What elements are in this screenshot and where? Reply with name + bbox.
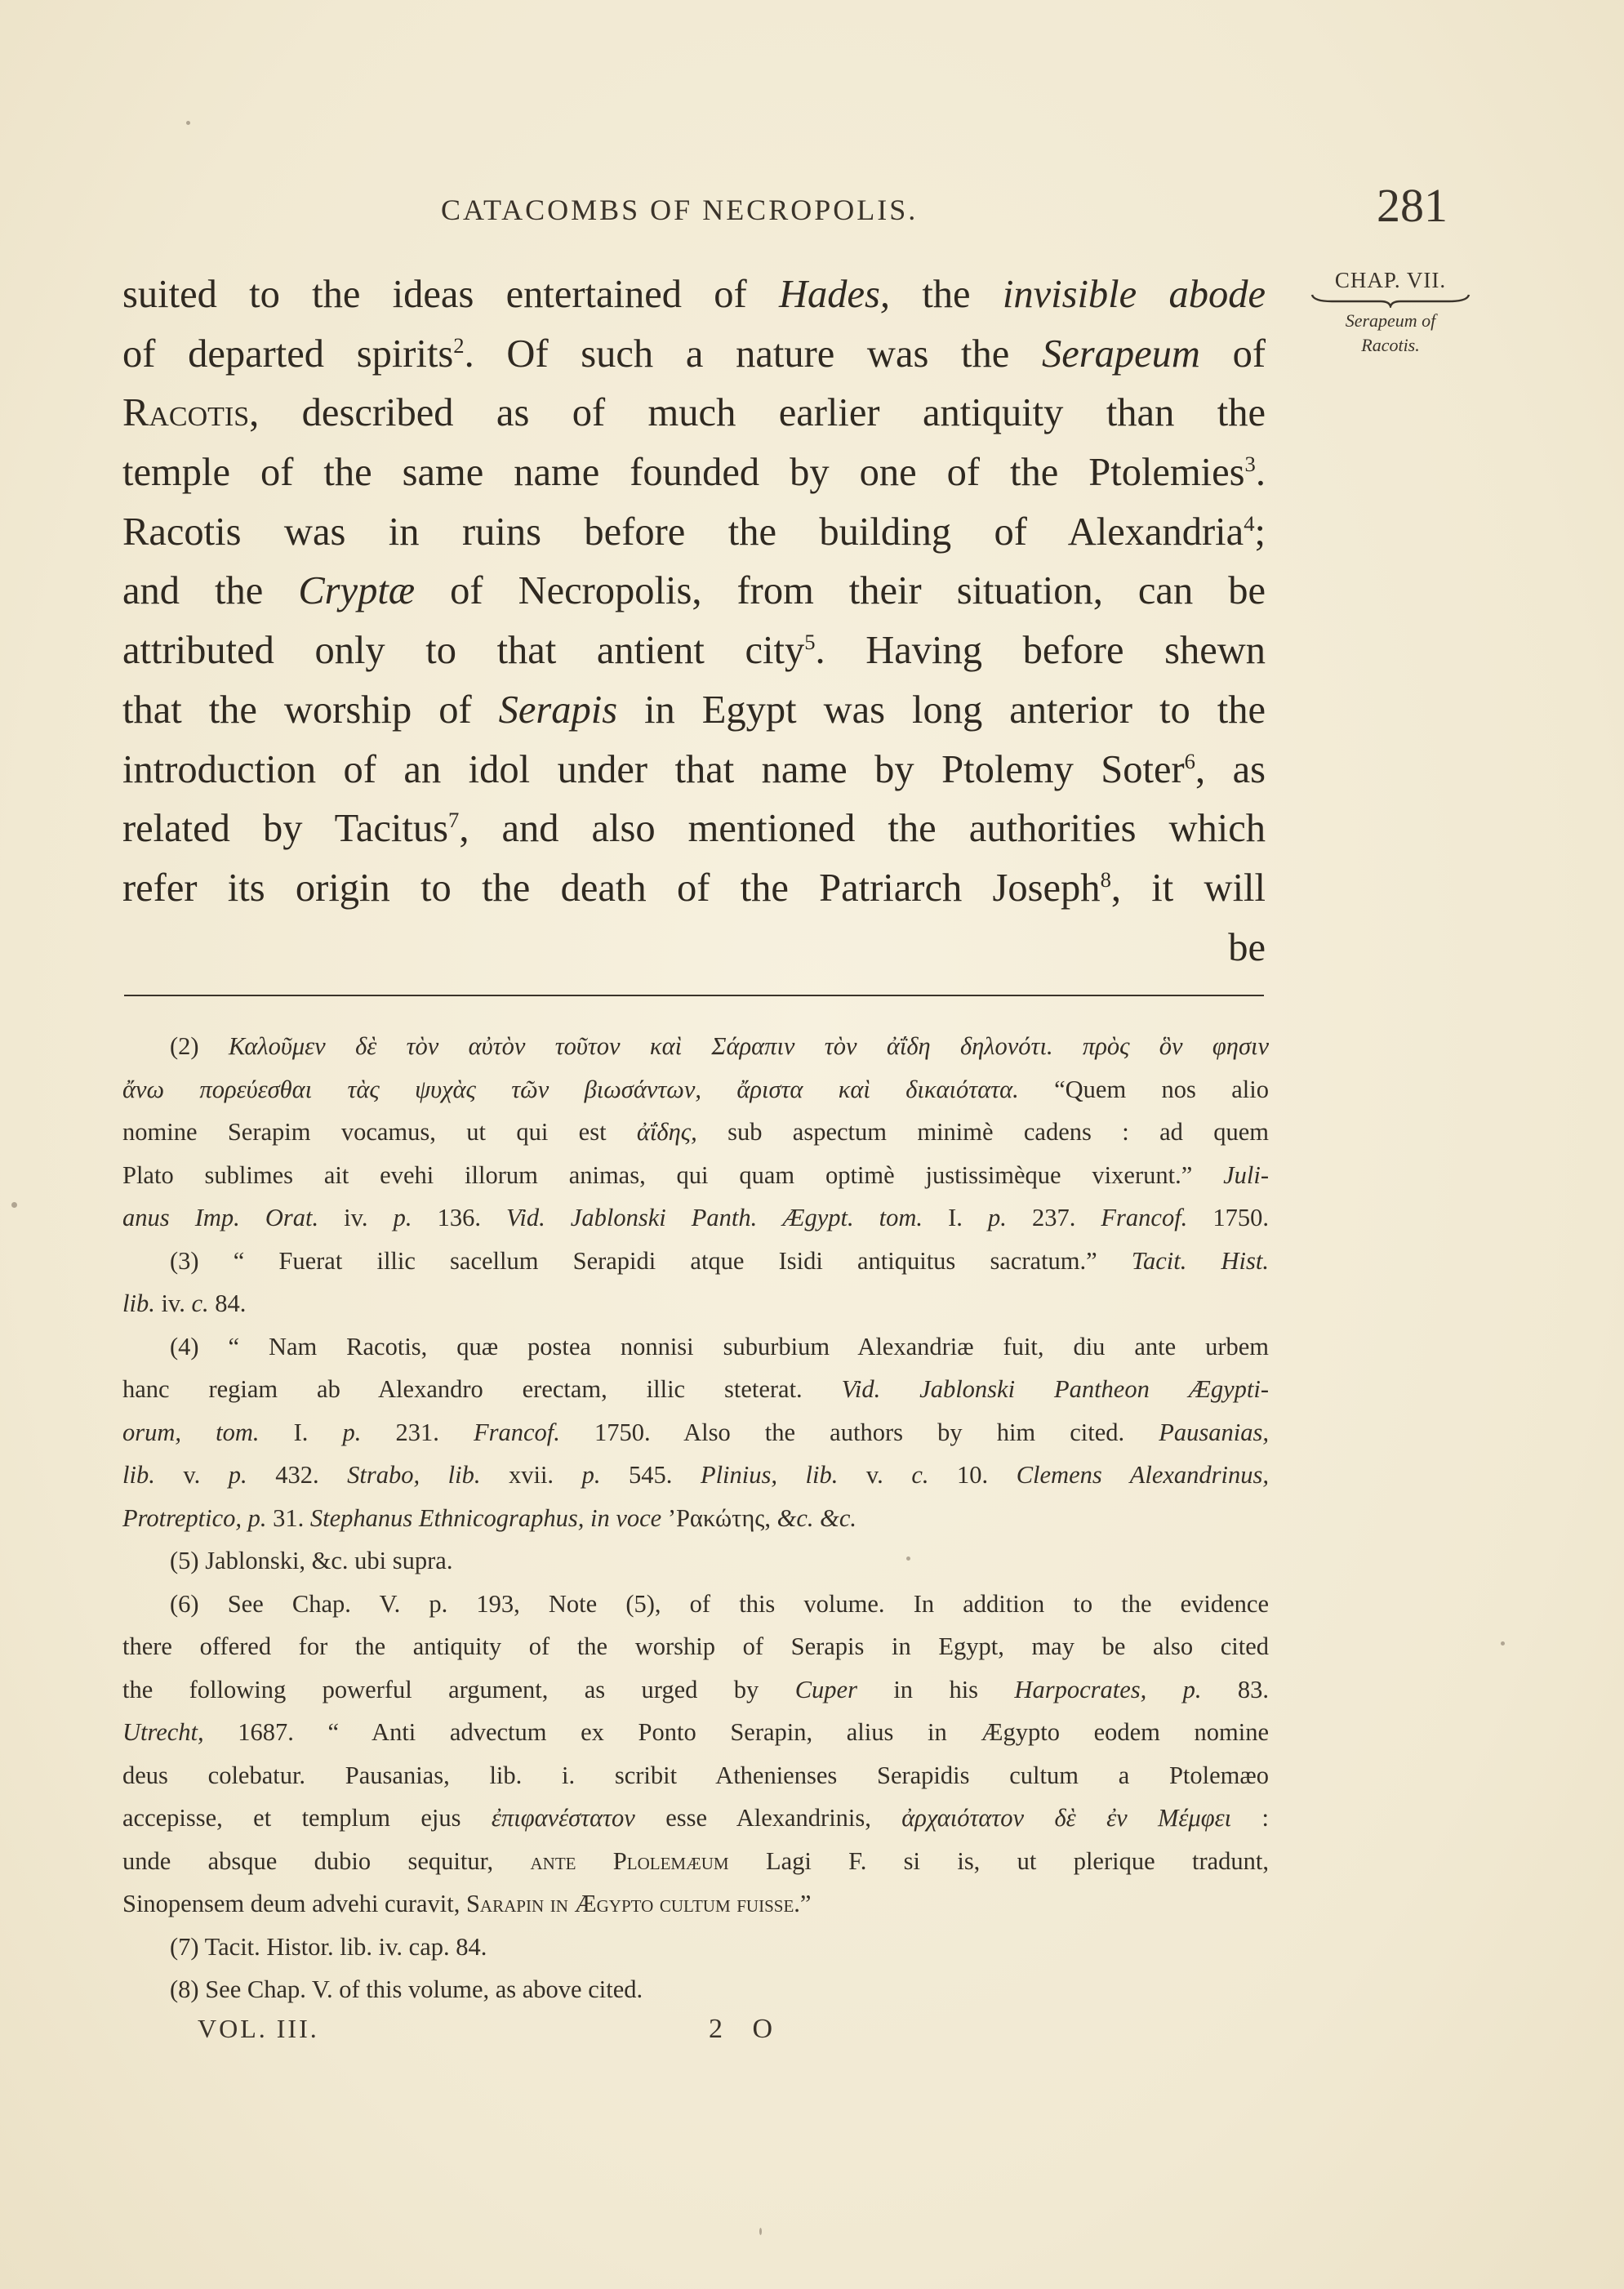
text-run: sub aspectum minimè cadens : ad quem [696, 1118, 1269, 1146]
italic-text: p. [342, 1418, 362, 1446]
text-run: 1687. “ Anti advectum ex Ponto Serapin, alius in Ægypto eodem nomine [203, 1718, 1269, 1746]
text-run: Racotis was in ruins before the building of Alexandria [122, 510, 1244, 554]
footnote-line [122, 1882, 1269, 1926]
footnote-line [122, 1583, 1269, 1626]
text-run: hanc regiam ab Alexandro erectam, illic steterat. [122, 1375, 842, 1403]
small-caps-text: Racotis, [122, 391, 260, 435]
footnote-line [122, 1068, 1269, 1111]
small-caps-text: Sarapin in Ægypto cultum fuisse [465, 1890, 794, 1917]
footnote-line [122, 1625, 1269, 1668]
footnote-rule [124, 995, 1264, 996]
text-run: described as of much earlier antiquity than the [259, 391, 1266, 435]
text-run: attributed only to that antient city [122, 629, 805, 673]
text-run: v. [154, 1461, 229, 1489]
text-run: that the worship of [122, 688, 499, 732]
margin-subject-line1: Serapeum of [1345, 310, 1436, 331]
text-run: , it will [1110, 866, 1266, 910]
text-run: (4) “ Nam Racotis, quæ postea nonnisi suburbium Alexandriæ fuit, diu ante urbem [170, 1332, 1269, 1360]
volume-label: VOL. III. [198, 2014, 319, 2043]
italic-text: Francof. [1101, 1204, 1188, 1231]
italic-text: &c. &c. [776, 1503, 857, 1532]
text-run: related by Tacitus [122, 807, 448, 851]
text-run: 83. [1201, 1675, 1270, 1703]
body-line [122, 443, 1266, 503]
italic-text: ἄνω πορεύεσθαι τὰς ψυχὰς τῶν βιωσάντων, ἄριστα καὶ δικαιότατα. [122, 1075, 1019, 1103]
footnote-line [122, 1368, 1269, 1411]
main-text [122, 265, 1266, 978]
text-run: . Having before shewn [815, 629, 1266, 673]
footnote-line [122, 1668, 1269, 1712]
text-run: temple of the same name founded by one of the Ptolemies [122, 451, 1245, 495]
italic-text: Juli- [1223, 1160, 1269, 1189]
chapter-label: CHAP. VII. [1334, 268, 1447, 292]
italic-text: lib. [122, 1461, 155, 1489]
text-run: , as [1195, 747, 1266, 791]
footnote-ref: 8 [1100, 866, 1111, 892]
body-line [122, 265, 1266, 325]
paper-speck [186, 121, 190, 125]
text-run: Lagi F. si is, ut plerique tradunt, [728, 1846, 1269, 1875]
footnote-line [122, 1111, 1269, 1154]
running-title: CATACOMBS OF NECROPOLIS. [441, 194, 919, 226]
italic-text: Protreptico, p. [122, 1503, 267, 1532]
text-run: of departed spirits [122, 332, 454, 376]
italic-text: c. [911, 1461, 929, 1489]
italic-text: Francof. [474, 1418, 560, 1446]
page-number: 281 [1377, 179, 1448, 232]
text-run: : [1231, 1804, 1269, 1832]
footnote-line [122, 1240, 1269, 1283]
text-run: iv. [154, 1289, 192, 1317]
signature-mark: 2 O [709, 2014, 785, 2044]
italic-text: invisible abode [1002, 273, 1266, 316]
body-line [122, 799, 1266, 859]
paper-speck [1501, 1641, 1505, 1645]
italic-text: Clemens Alexandrinus, [1016, 1461, 1269, 1489]
text-run: accepisse, et templum ejus [122, 1804, 492, 1832]
footnote-line [122, 1454, 1269, 1497]
italic-text: Tacit. Hist. [1131, 1246, 1269, 1275]
italic-text: Vid. Jablonski Pantheon Ægypti- [841, 1375, 1269, 1403]
text-run: 231. [361, 1418, 474, 1446]
footnote-line [122, 1797, 1269, 1840]
text-run: deus colebatur. Pausanias, lib. i. scribit Athenienses Serapidis cultum a Ptolemæo [122, 1761, 1269, 1789]
italic-text: ἀΐδης, [636, 1118, 697, 1146]
text-run: v. [838, 1461, 912, 1489]
text-run: 136. [412, 1204, 507, 1231]
body-line [122, 325, 1266, 385]
text-run: refer its origin to the death of the Patriarch Joseph [122, 866, 1101, 910]
italic-text: ἀρχαιότατον δὲ ἐν Μέμφει [901, 1804, 1232, 1832]
text-run: 10. [928, 1461, 1017, 1489]
paper-speck [11, 1202, 17, 1208]
body-line [122, 741, 1266, 800]
text-run: , and also mentioned the authorities which [459, 807, 1266, 851]
brace-ornament [1309, 293, 1472, 308]
text-run: I. [259, 1418, 343, 1446]
text-run: 432. [247, 1461, 348, 1489]
footnote-line [122, 1325, 1269, 1369]
text-run: in his [856, 1675, 1015, 1703]
text-run: esse Alexandrinis, [634, 1804, 902, 1832]
italic-text: Utrecht, [122, 1718, 204, 1746]
footnote-line [122, 1411, 1269, 1454]
text-run: suited to the ideas entertained of [122, 273, 779, 316]
italic-text: Hades, [778, 273, 891, 316]
text-run: Sinopensem deum advehi curavit, [122, 1890, 466, 1917]
text-run: . [1255, 451, 1266, 495]
italic-text: Vid. Jablonski Panth. Ægypt. tom. [506, 1204, 923, 1231]
footnote-ref: 2 [453, 332, 465, 358]
italic-text: Cryptæ [298, 569, 416, 613]
body-line [122, 562, 1266, 621]
text-run: the following powerful argument, as urged by [122, 1675, 795, 1703]
text-run: xvii. [480, 1461, 582, 1489]
italic-text: p. [228, 1461, 247, 1489]
text-run: iv. [318, 1204, 394, 1231]
text-run: “Quem nos alio [1018, 1075, 1269, 1103]
small-caps-text: ante Plolemæum [530, 1846, 729, 1875]
text-run: 545. [600, 1461, 701, 1489]
text-run: I. [923, 1204, 988, 1231]
text-run: 237. [1006, 1204, 1101, 1231]
text-run: of Necropolis, from their situation, can be [415, 569, 1266, 613]
margin-note [1305, 268, 1476, 357]
text-run: 1750. [1187, 1204, 1269, 1231]
italic-text: p. [988, 1204, 1007, 1231]
footnote-line [122, 1926, 1269, 1969]
italic-text: orum, tom. [122, 1418, 260, 1446]
body-line [122, 503, 1266, 563]
italic-text: ἐπιφανέστατον [491, 1804, 635, 1832]
text-run: ; [1254, 510, 1266, 554]
body-line [122, 859, 1266, 919]
italic-text: p. [581, 1461, 601, 1489]
footnote-ref: 3 [1244, 451, 1256, 476]
text-run: in Egypt was long anterior to the [617, 688, 1266, 732]
body-line [122, 384, 1266, 443]
text-run: introduction of an idol under that name by Ptolemy Soter [122, 747, 1185, 791]
text-run: 1750. Also the authors by him cited. [559, 1418, 1159, 1446]
paper-speck [906, 1556, 910, 1561]
text-run: unde absque dubio sequitur, [122, 1846, 531, 1875]
footnotes [122, 1025, 1269, 2011]
text-run: there offered for the antiquity of the worship of Serapis in Egypt, may be also cited [122, 1632, 1269, 1660]
italic-text: Strabo, lib. [347, 1461, 481, 1489]
paper-speck [759, 2228, 762, 2235]
footnote-ref: 6 [1184, 748, 1195, 773]
footnote-line [122, 1497, 1269, 1540]
italic-text: Καλοῦμεν δὲ τὸν αὐτὸν τοῦτον καὶ Σάραπιν τὸν ἀΐδη δηλονότι. πρὸς ὃν φησιν [228, 1032, 1269, 1060]
body-line [122, 681, 1266, 741]
italic-text: Serapis [498, 688, 618, 732]
footnote-line [122, 1025, 1269, 1068]
italic-text: p. [393, 1204, 412, 1231]
footnote-line [122, 1282, 1269, 1325]
italic-text: anus Imp. Orat. [122, 1204, 319, 1231]
footnote-ref: 7 [447, 808, 460, 833]
text-run: .” [794, 1890, 812, 1917]
text-run: nomine Serapim vocamus, ut qui est [122, 1118, 637, 1146]
footnote-line [122, 1539, 1269, 1583]
text-run: . Of such a nature was the [464, 332, 1042, 376]
footnote-line [122, 1196, 1269, 1240]
footnote-line [122, 1968, 1269, 2011]
text-run: of [1199, 332, 1266, 376]
body-line [122, 919, 1266, 978]
text-run: ’Ρακώτης, [661, 1503, 777, 1532]
footnote-ref: 4 [1244, 510, 1255, 536]
margin-subject-line2: Racotis. [1361, 335, 1420, 355]
text-run: the [890, 273, 1003, 316]
text-run: 84. [208, 1289, 247, 1317]
text-run: (7) Tacit. Histor. lib. iv. cap. 84. [170, 1932, 487, 1961]
italic-text: Plinius, lib. [700, 1461, 839, 1489]
italic-text: Stephanus Ethnicographus, in voce [309, 1503, 662, 1532]
italic-text: c. [191, 1289, 209, 1317]
italic-text: Serapeum [1041, 332, 1200, 376]
text-run: 31. [266, 1503, 310, 1532]
footnote-line [122, 1754, 1269, 1797]
footnote-ref: 5 [804, 629, 816, 654]
text-run: Plato sublimes ait evehi illorum animas, qui quam optimè justissimèque vixerunt.” [122, 1160, 1224, 1189]
text-run: (2) [170, 1032, 229, 1060]
text-run: (5) Jablonski, &c. ubi supra. [170, 1547, 453, 1574]
text-run: and the [122, 569, 299, 613]
footnote-line [122, 1711, 1269, 1754]
text-run: (6) See Chap. V. p. 193, Note (5), of this volume. In addition to the evidence [170, 1589, 1269, 1618]
body-line [122, 621, 1266, 681]
italic-text: Cuper [794, 1675, 857, 1703]
text-run: (8) See Chap. V. of this volume, as above cited. [170, 1975, 643, 2003]
italic-text: Harpocrates, p. [1014, 1675, 1202, 1703]
italic-text: Pausanias, [1159, 1418, 1269, 1446]
text-run: be [1228, 925, 1266, 969]
text-run: (3) “ Fuerat illic sacellum Serapidi atque Isidi antiquitus sacratum.” [170, 1246, 1132, 1275]
italic-text: lib. [122, 1289, 155, 1317]
footnote-line [122, 1840, 1269, 1883]
footnote-line [122, 1154, 1269, 1197]
